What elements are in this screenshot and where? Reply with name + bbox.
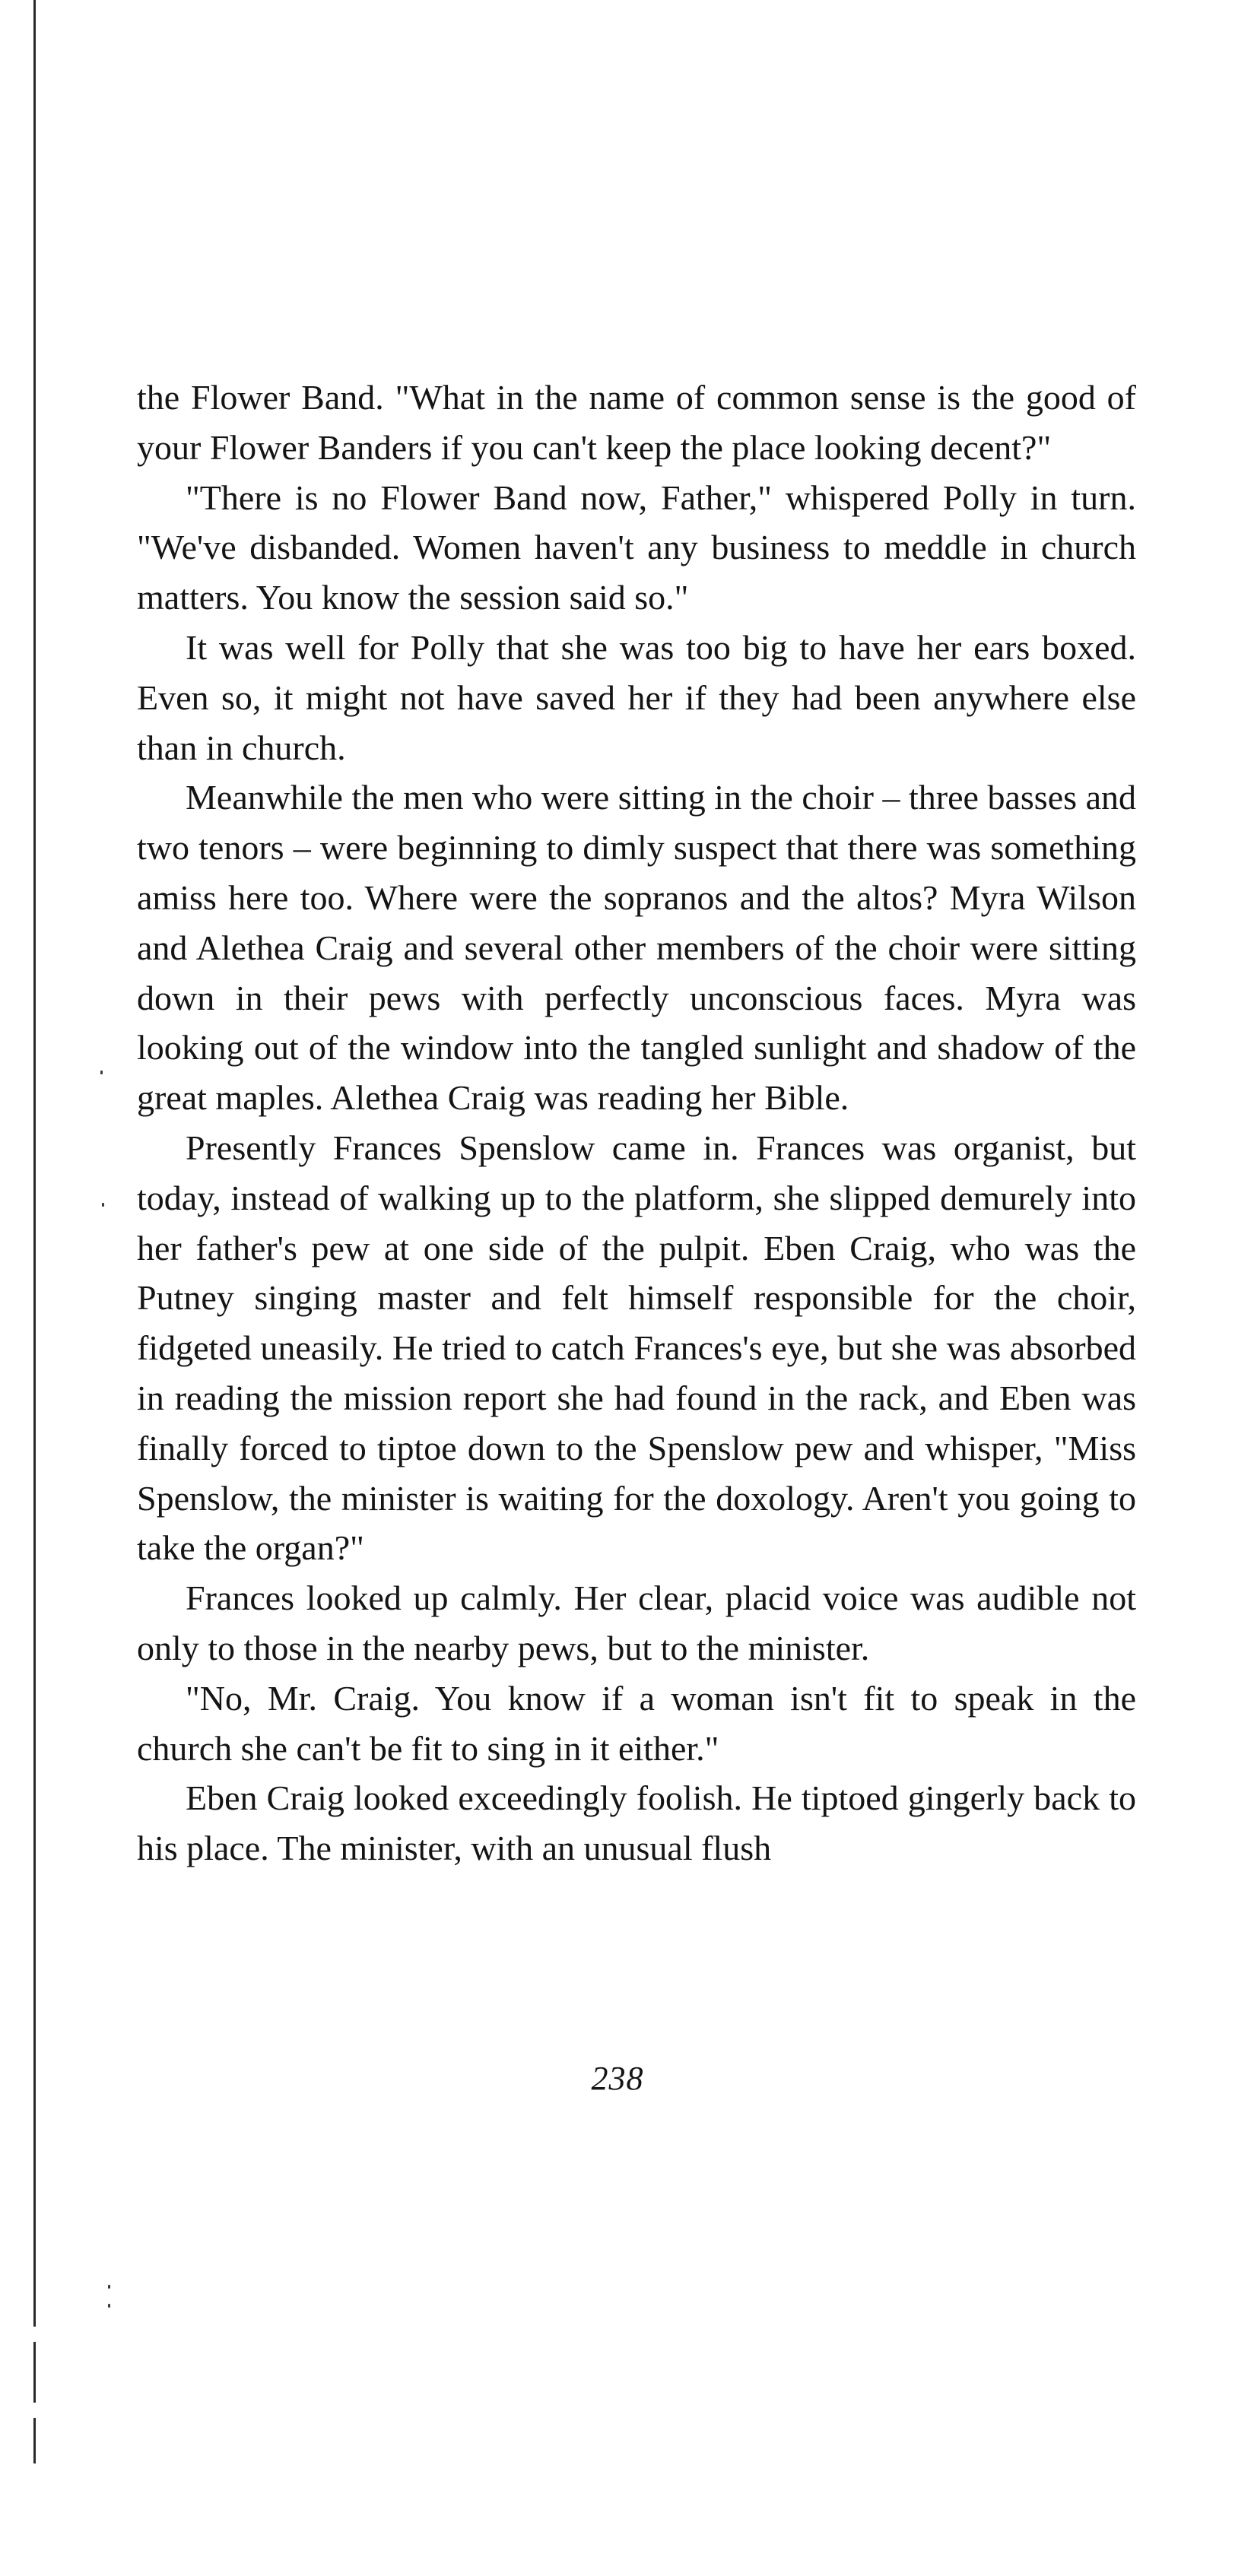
paragraph: It was well for Polly that she was too big to have her ears boxed. Even so, it might not have saved her if they had been anywhere else than in church. <box>137 627 1136 767</box>
binding-gutter-fragment <box>33 2342 36 2403</box>
scan-speck <box>108 2304 110 2308</box>
scan-speck <box>102 1203 104 1207</box>
paragraph: the Flower Band. "What in the name of common sense is the good of your Flower Banders if you can't keep the place looking decent?" <box>137 378 1136 467</box>
body-text <box>137 373 1136 1873</box>
paragraph: Meanwhile the men who were sitting in the choir – three basses and two tenors – were beginning to dimly suspect that there was something amiss here too. Where were the sopranos and the altos? Myra Wilson and Alethea Craig and several other members of the choir were sitting down in their pews with perfectly unconscious faces. Myra was looking out of the window into the tangled sunlight and shadow of the great maples. Alethea Craig was reading her Bible. <box>137 778 1136 1118</box>
scan-speck <box>100 1071 103 1074</box>
paragraph: "There is no Flower Band now, Father," whispered Polly in turn. "We've disbanded. Women haven't any business to meddle in church matters. You know the session said so." <box>137 477 1136 617</box>
paragraph: Presently Frances Spenslow came in. Frances was organist, but today, instead of walking up to the platform, she slipped demurely into her father's pew at one side of the pulpit. Eben Craig, who was the Putney singing master and felt himself responsible for the choir, fidgeted uneasily. He tried to catch Frances's eye, but she was absorbed in reading the mission report she had found in the rack, and Eben was finally forced to tiptoe down to the Spenslow pew and whisper, "Miss Spenslow, the minister is waiting for the doxology. Aren't you going to take the organ?" <box>137 1128 1136 1568</box>
paragraph: Eben Craig looked exceedingly foolish. He tiptoed gingerly back to his place. The minister, with an unusual flush <box>137 1778 1136 1868</box>
paragraph: Frances looked up calmly. Her clear, placid voice was audible not only to those in the nearby pews, but to the minister. <box>137 1578 1136 1667</box>
binding-gutter-line <box>33 0 36 2327</box>
page-number: 238 <box>591 2060 644 2097</box>
paragraph: "No, Mr. Craig. You know if a woman isn't fit to speak in the church she can't be fit to sing in it either." <box>137 1678 1136 1768</box>
scan-speck <box>108 2285 110 2289</box>
binding-gutter-fragment <box>33 2418 36 2463</box>
